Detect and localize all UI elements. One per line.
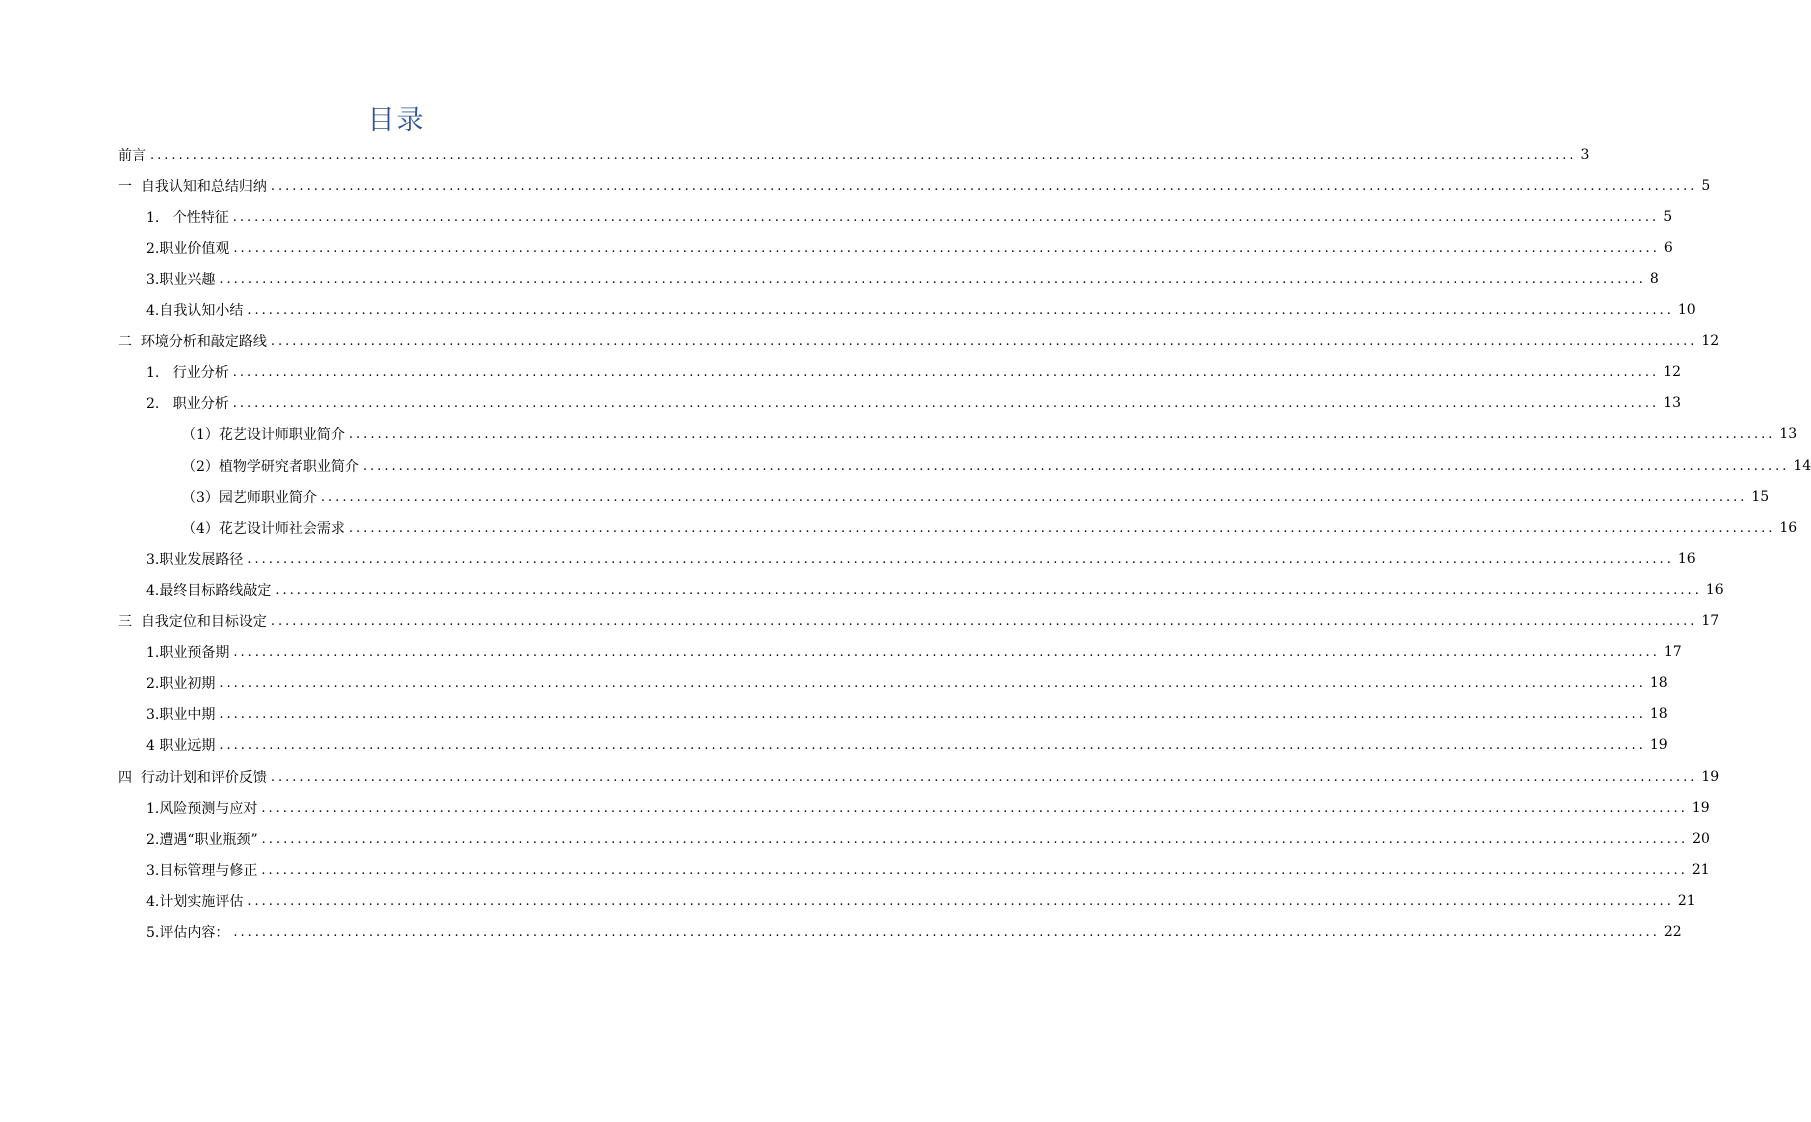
toc-entry-page-number: 12 xyxy=(1701,333,1720,350)
toc-entry-page-number: 16 xyxy=(1705,581,1724,598)
toc-dot-leader: ........................................................................................................................................................................................................ xyxy=(219,271,1646,287)
toc-entry-page-number: 8 xyxy=(1649,270,1659,287)
toc-dot-leader: ........................................................................................................................................................................................................ xyxy=(219,707,1646,723)
toc-entry[interactable] xyxy=(118,761,1720,792)
toc-entry-label: 3.职业兴趣 xyxy=(146,271,216,288)
toc-entry-label: 2. 职业分析 xyxy=(146,396,229,413)
toc-dot-leader: ........................................................................................................................................................................................................ xyxy=(261,800,1688,816)
toc-entry-page-number: 16 xyxy=(1677,550,1696,567)
toc-entry-label: 4.计划实施评估 xyxy=(146,893,244,910)
toc-entry-page-number: 18 xyxy=(1649,706,1668,723)
toc-entry[interactable] xyxy=(146,574,1724,605)
toc-dot-leader: ........................................................................................................................................................................................................ xyxy=(362,458,1790,474)
toc-dot-leader: ........................................................................................................................................................................................................ xyxy=(320,489,1748,505)
toc-entry-label: （3）园艺师职业简介 xyxy=(182,489,317,506)
toc-entry-label: 二 环境分析和敲定路线 xyxy=(118,334,267,351)
toc-dot-leader: ........................................................................................................................................................................................................ xyxy=(348,520,1776,536)
toc-entry-label: 4.最终目标路线敲定 xyxy=(146,582,272,599)
toc-entry[interactable] xyxy=(146,263,1659,294)
toc-entry-label: 3.目标管理与修正 xyxy=(146,862,258,879)
toc-dot-leader: ........................................................................................................................................................................................................ xyxy=(261,862,1688,878)
toc-entry[interactable] xyxy=(146,823,1710,854)
toc-entry[interactable] xyxy=(146,295,1696,326)
toc-dot-leader: ........................................................................................................................................................................................................ xyxy=(247,303,1674,318)
toc-entry-page-number: 12 xyxy=(1663,364,1682,381)
toc-entry-label: 一 自我认知和总结归纳 xyxy=(118,178,267,195)
toc-dot-leader: ........................................................................................................................................................................................................ xyxy=(233,645,1660,661)
toc-entry-page-number: 17 xyxy=(1701,613,1720,629)
toc-entry-page-number: 19 xyxy=(1649,737,1668,754)
toc-entry-label: 4.自我认知小结 xyxy=(146,303,244,319)
toc-entry-label: （4）花艺设计师社会需求 xyxy=(182,520,345,537)
toc-entry-page-number: 6 xyxy=(1663,239,1673,256)
toc-entry[interactable] xyxy=(146,854,1710,885)
toc-entry-page-number: 21 xyxy=(1691,861,1710,878)
toc-entry-label: 2.职业初期 xyxy=(146,676,216,693)
toc-entry-label: 2.职业价值观 xyxy=(146,240,230,257)
toc-entry-label: 前言 xyxy=(118,147,146,164)
toc-entry-page-number: 13 xyxy=(1663,395,1682,412)
toc-entry[interactable] xyxy=(146,730,1668,761)
toc-dot-leader: ........................................................................................................................................................................................................ xyxy=(232,209,1660,225)
toc-entry-page-number: 20 xyxy=(1692,830,1710,847)
toc-entry-label: 四 行动计划和评价反馈 xyxy=(118,769,267,786)
toc-dot-leader: ........................................................................................................................................................................................................ xyxy=(232,396,1660,412)
toc-entry-page-number: 19 xyxy=(1701,768,1720,785)
toc-entry[interactable] xyxy=(146,668,1668,699)
toc-entry[interactable] xyxy=(146,232,1673,263)
toc-entry-page-number: 5 xyxy=(1663,208,1673,225)
toc-entry-label: （1）花艺设计师职业简介 xyxy=(182,427,345,444)
toc-entry[interactable] xyxy=(146,792,1710,823)
toc-entry-label: 1. 行业分析 xyxy=(146,365,229,382)
toc-entry-page-number: 19 xyxy=(1691,799,1710,816)
toc-entry-page-number: 13 xyxy=(1779,426,1798,443)
toc-entry-label: 2.遭遇“职业瓶颈” xyxy=(146,831,258,848)
toc-entry-page-number: 3 xyxy=(1580,146,1590,163)
toc-dot-leader: ........................................................................................................................................................................................................ xyxy=(247,551,1674,567)
toc-dot-leader: ........................................................................................................................................................................................................ xyxy=(348,427,1776,443)
toc-entry[interactable] xyxy=(146,543,1696,574)
toc-dot-leader: ........................................................................................................................................................................................................ xyxy=(275,582,1702,598)
toc-dot-leader: ........................................................................................................................................................................................................ xyxy=(232,365,1660,381)
toc-title: 目录 xyxy=(367,105,426,136)
toc-entry-page-number: 21 xyxy=(1677,892,1696,909)
toc-entry[interactable] xyxy=(182,481,1770,512)
toc-dot-leader: ........................................................................................................................................................................................................ xyxy=(233,925,1660,940)
toc-dot-leader: ........................................................................................................................................................................................................ xyxy=(270,334,1698,350)
toc-entry-label: 1.风险预测与应对 xyxy=(146,800,258,817)
toc-entry[interactable] xyxy=(118,326,1720,357)
toc-entry-page-number: 14 xyxy=(1793,457,1811,474)
toc-dot-leader: ........................................................................................................................................................................................................ xyxy=(233,240,1660,256)
toc-entry[interactable] xyxy=(146,357,1682,388)
toc-entry-label: 1. 个性特征 xyxy=(146,209,229,226)
toc-entry[interactable] xyxy=(146,637,1682,668)
toc-entry-label: 3.职业中期 xyxy=(146,707,216,724)
toc-entry-page-number: 15 xyxy=(1751,488,1770,505)
toc-entry[interactable] xyxy=(182,512,1798,543)
toc-dot-leader: ........................................................................................................................................................................................................ xyxy=(270,178,1698,194)
toc-entry-page-number: 22 xyxy=(1663,924,1682,940)
toc-entry[interactable] xyxy=(118,139,1590,170)
toc-entry[interactable] xyxy=(146,917,1682,948)
toc-entry-label: 三 自我定位和目标设定 xyxy=(118,614,267,630)
toc-entry-label: 5.评估内容： xyxy=(146,925,230,941)
toc-entry-page-number: 17 xyxy=(1663,644,1682,661)
toc-entry[interactable] xyxy=(146,388,1682,419)
toc-entry[interactable] xyxy=(146,201,1673,232)
toc-entry[interactable] xyxy=(118,606,1720,637)
toc-dot-leader: ........................................................................................................................................................................................................ xyxy=(219,738,1646,754)
toc-entry-label: 1.职业预备期 xyxy=(146,645,230,662)
toc-dot-leader: ........................................................................................................................................................................................................ xyxy=(261,831,1689,847)
toc-entry[interactable] xyxy=(146,699,1668,730)
toc-entry[interactable] xyxy=(146,885,1696,916)
toc-entry-page-number: 10 xyxy=(1677,302,1696,318)
toc-entry[interactable] xyxy=(182,419,1798,450)
toc-dot-leader: ........................................................................................................................................................................................................ xyxy=(219,676,1646,692)
toc-dot-leader: ........................................................................................................................................................................................................ xyxy=(270,614,1698,629)
toc-entry-label: 3.职业发展路径 xyxy=(146,551,244,568)
toc-dot-leader: ........................................................................................................................................................................................................ xyxy=(270,769,1698,785)
toc-entry-page-number: 5 xyxy=(1701,177,1711,194)
toc-dot-leader: ........................................................................................................................................................................................................ xyxy=(247,893,1674,909)
toc-entry-label: 4 职业远期 xyxy=(146,738,216,755)
toc-entry-page-number: 18 xyxy=(1649,675,1668,692)
toc-entry[interactable] xyxy=(118,170,1711,201)
toc-dot-leader: ........................................................................................................................................................................................................ xyxy=(150,147,1577,163)
toc-entry-page-number: 16 xyxy=(1779,519,1798,536)
toc-entry-label: （2）植物学研究者职业简介 xyxy=(182,458,359,475)
toc-entry[interactable] xyxy=(182,450,1811,481)
